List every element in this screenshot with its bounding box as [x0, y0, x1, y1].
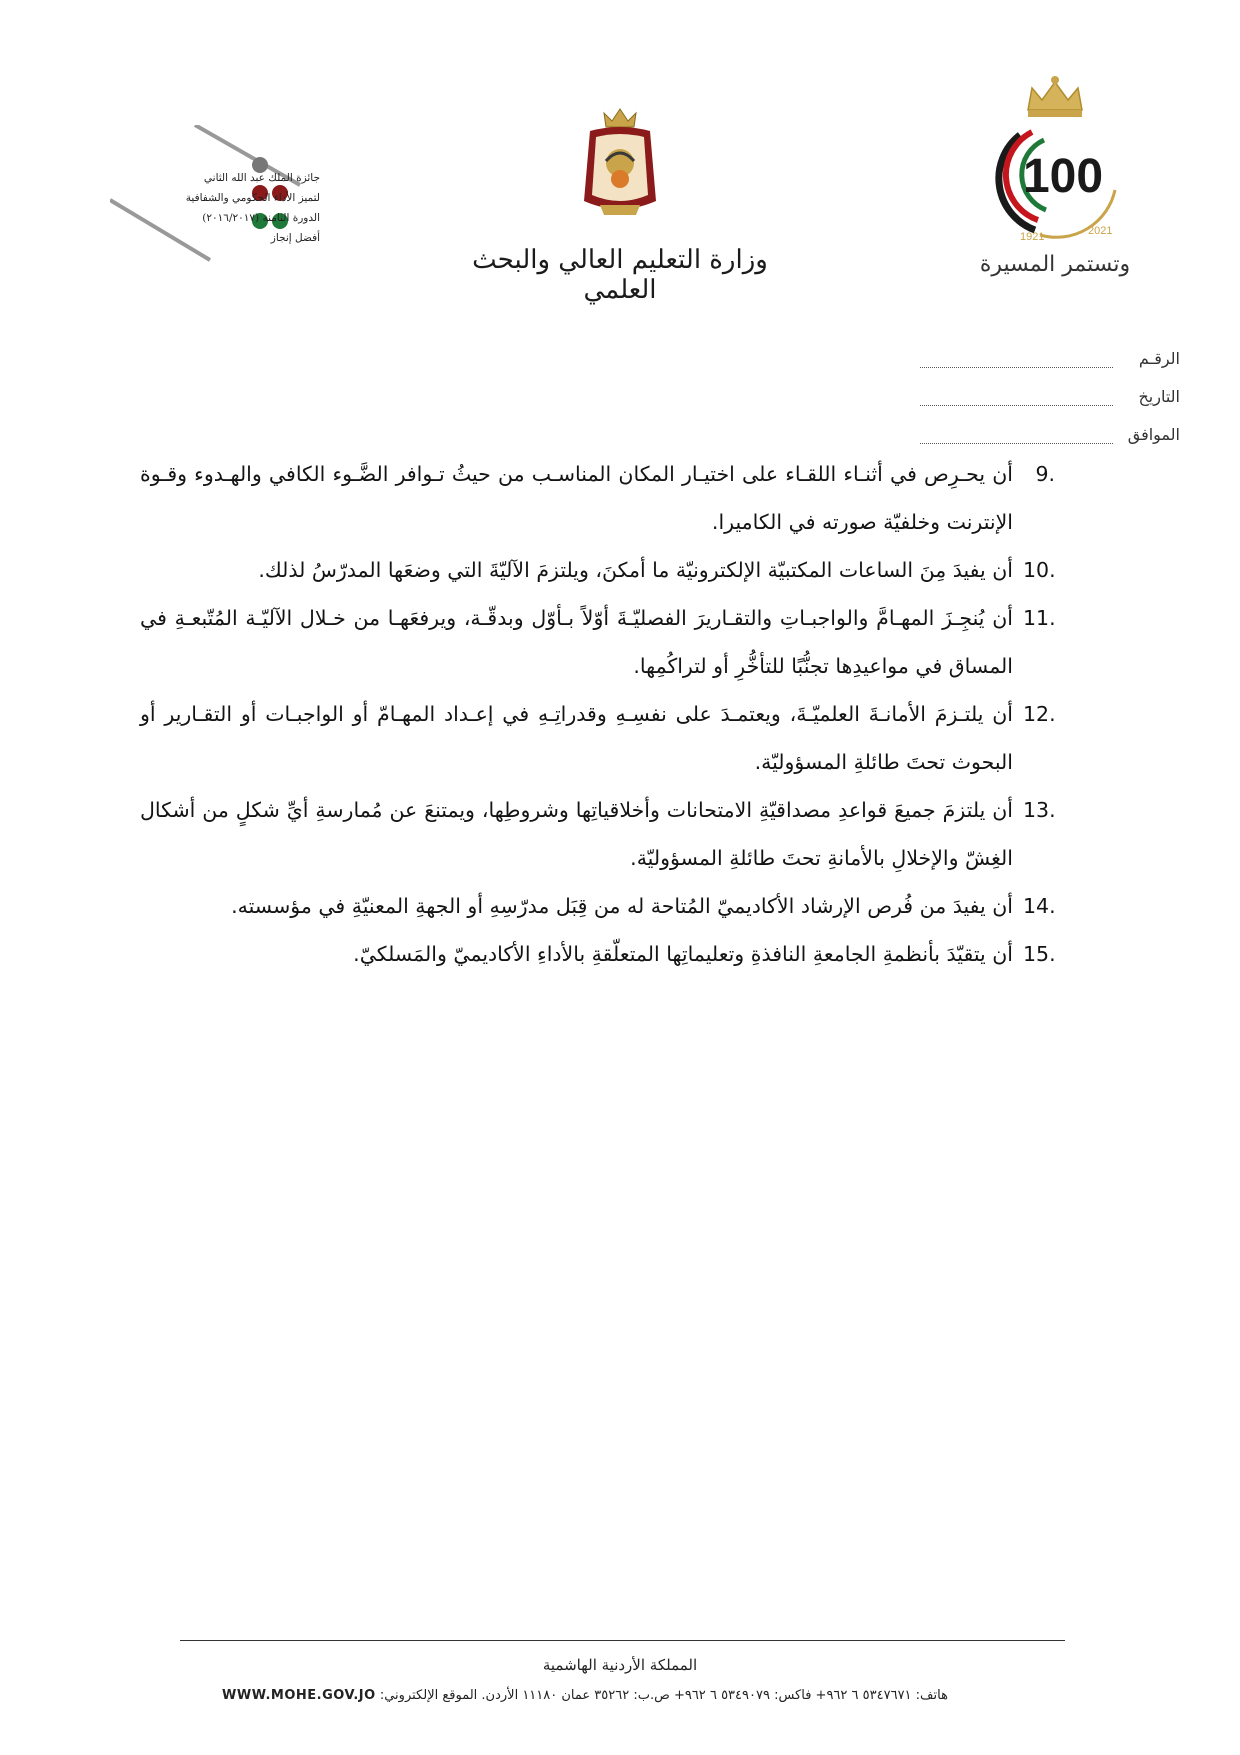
- item-number: 13.: [1023, 798, 1056, 822]
- list-item: [140, 450, 1055, 546]
- ref-corresponding-line: [920, 429, 1113, 444]
- ref-number-line: [920, 353, 1113, 368]
- item-text: أن يفيدَ من فُرص الإرشاد الأكاديميّ المُتاحة له من قِبَل مدرّسِهِ أو الجهةِ المعنيّةِ في مؤسسته.: [231, 894, 1013, 918]
- award-text: [150, 168, 320, 248]
- item-text: أن يُنجِـزَ المهـامَّ والواجبـاتِ والتقـاريرَ الفصليّـةَ أوّلاً بـأوّل وبدقّـة، ويرفعَهـا من خـلال الآليّـة المُتّبعـةِ في المساق في مواعيدِها تجنُّبًا للتأخُّرِ أو لتراكُمِها.: [140, 606, 1013, 678]
- footer-contact-text: هاتف: ٥٣٤٧٦٧١ ٦ ٩٦٢+ فاكس: ٥٣٤٩٠٧٩ ٦ ٩٦٢+ ص.ب: ٣٥٢٦٢ عمان ١١١٨٠ الأردن. الموقع الإلكتروني:: [379, 1688, 948, 1703]
- item-text: أن يلتـزمَ الأمانـةَ العلميّـةَ، ويعتمـدَ على نفسِـهِ وقدراتِـهِ في إعـداد المهـامّ أو الواجبـات أو التقـارير أو البحوث تحتَ طائلةِ المسؤوليّة.: [140, 702, 1013, 774]
- ref-number-row: [920, 330, 1180, 368]
- ref-date-label: التاريخ: [1138, 387, 1180, 406]
- item-number: 9.: [1035, 462, 1055, 486]
- item-text: أن يلتزمَ جميعَ قواعدِ مصداقيّةِ الامتحانات وأخلاقياتِها وشروطِها، ويمتنعَ عن مُمارسةِ أيِّ شكلٍ من أشكال الغِشّ والإخلالِ بالأمانةِ تحتَ طائلةِ المسؤوليّة.: [140, 798, 1013, 870]
- list-item: [140, 594, 1055, 690]
- ref-corresponding-label: الموافق: [1127, 425, 1180, 444]
- item-number: 11.: [1023, 606, 1056, 630]
- year-end: 2021: [1088, 225, 1113, 237]
- list-item: [140, 546, 1055, 594]
- centenary-slogan: وتستمر المسيرة: [979, 252, 1131, 277]
- footer-website-link[interactable]: WWW.MOHE.GOV.JO: [222, 1688, 376, 1703]
- ministry-name: وزارة التعليم العالي والبحث العلمي: [472, 245, 768, 305]
- year-start: 1921: [1020, 231, 1045, 243]
- ref-date-row: [920, 368, 1180, 406]
- item-number: 10.: [1023, 558, 1056, 582]
- reference-fields: [920, 330, 1180, 444]
- ref-corresponding-row: [920, 406, 1180, 444]
- footer-contact: [160, 1688, 1010, 1703]
- item-number: 15.: [1023, 942, 1056, 966]
- list-item: [140, 690, 1055, 786]
- award-line-2: لتميز الأداء الحكومي والشفافية: [185, 192, 320, 204]
- ref-date-line: [920, 391, 1113, 406]
- footer-divider: [180, 1640, 1065, 1641]
- list-item: [140, 930, 1055, 978]
- coat-of-arms-icon: [584, 109, 656, 215]
- crown-icon: [1028, 76, 1082, 117]
- list-item: [140, 882, 1055, 930]
- item-text: أن يفيدَ مِنَ الساعات المكتبيّة الإلكترونيّة ما أمكنَ، ويلتزمَ الآليّةَ التي وضعَها المدرّسُ لذلك.: [258, 558, 1013, 582]
- item-text: أن يتقيّدَ بأنظمةِ الجامعةِ النافذةِ وتعليماتِها المتعلّقةِ بالأداءِ الأكاديميّ والمَسلكيّ.: [353, 942, 1013, 966]
- item-text: أن يحـرِص في أثنـاء اللقـاء على اختيـار المكان المناسـب من حيثُ تـوافر الضَّـوء الكافي والهـدوء وقـوة الإنترنت وخلفيّة صورته في الكاميرا.: [140, 462, 1013, 534]
- list-item: [140, 786, 1055, 882]
- document-body: [140, 450, 1055, 978]
- item-number: 14.: [1023, 894, 1056, 918]
- item-number: 12.: [1023, 702, 1056, 726]
- award-line-4: أفضل إنجاز: [270, 232, 320, 244]
- award-line-3: الدورة الثامنة (٢٠١٦/٢٠١٧): [202, 212, 320, 224]
- award-line-1: جائزة الملك عبد الله الثاني: [203, 172, 320, 184]
- centenary-number: 100: [1022, 150, 1104, 203]
- coat-of-arms: [570, 105, 670, 225]
- ref-number-label: الرقـم: [1138, 349, 1180, 368]
- footer-kingdom: المملكة الأردنية الهاشمية: [542, 1656, 698, 1674]
